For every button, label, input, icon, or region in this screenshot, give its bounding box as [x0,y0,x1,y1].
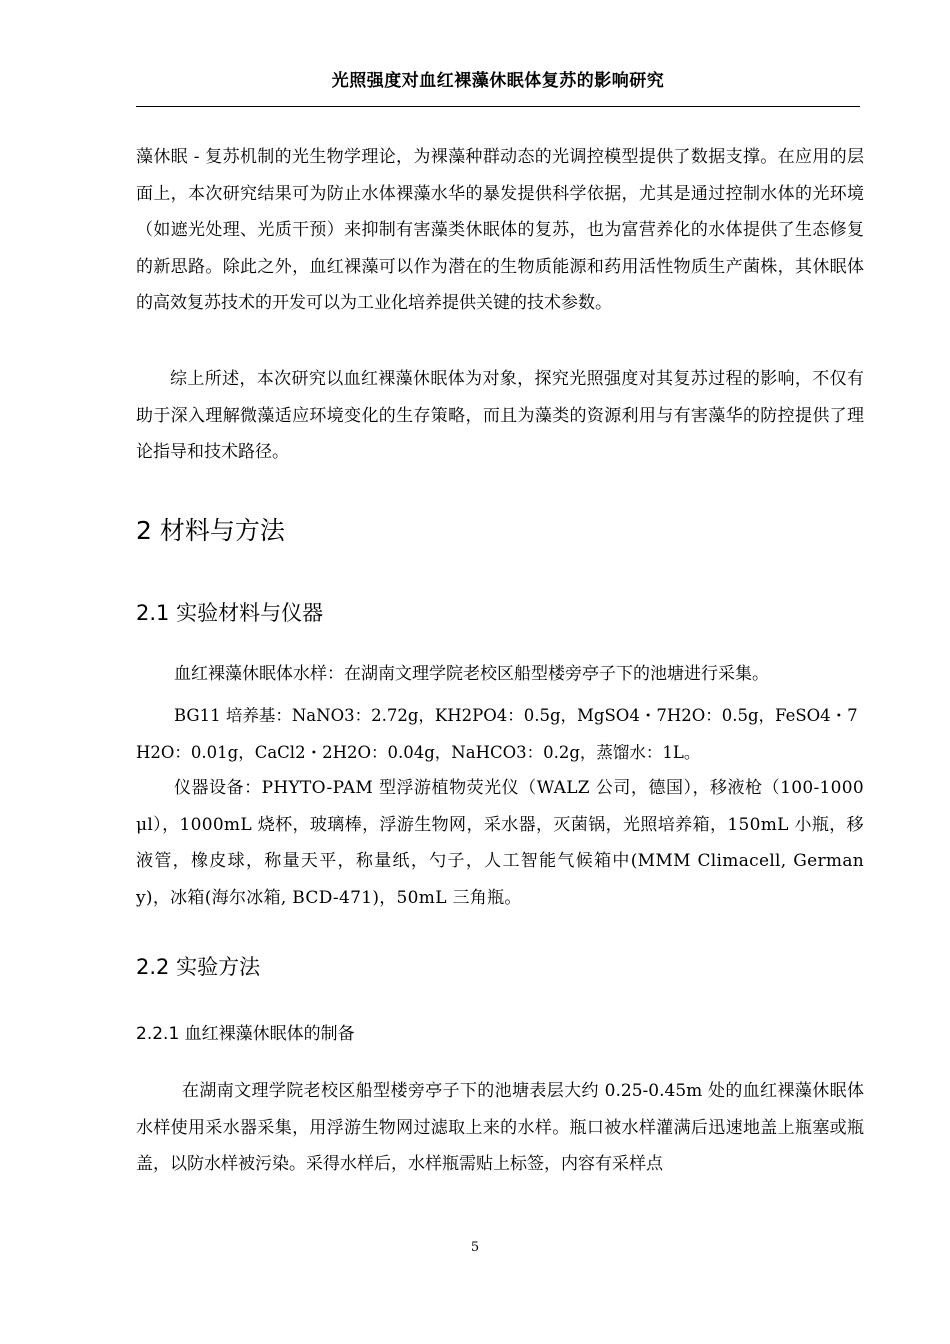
sample-description: 血红裸藻休眠体水样：在湖南文理学院老校区船型楼旁亭子下的池塘进行采集。 [174,664,769,684]
intro-paragraph-summary: 综上所述，本次研究以血红裸藻休眠体为对象，探究光照强度对其复苏过程的影响，不仅有助于深入理解微藻适应环境变化的生存策略，而且为藻类的资源利用与有害藻华的防控提供了理论指导和技术路径。 [136,369,864,462]
subsection-heading-methods: 2.2 实验方法 [136,955,261,979]
intro-paragraph-continued: 藻休眠 - 复苏机制的光生物学理论，为裸藻种群动态的光调控模型提供了数据支撑。在应用的层面上，本次研究结果可为防止水体裸藻水华的暴发提供科学依据，尤其是通过控制水体的光环境（如遮光处理、光质干预）来抑制有害藻类休眠体的复苏，也为富营养化的水体提供了生态修复的新思路。除此之外，血红裸藻可以作为潜在的生物质能源和药用活性物质生产菌株，其休眠体的高效复苏技术的开发可以为工业化培养提供关键的技术参数。 [136,147,864,313]
subsection-heading-materials: 2.1 实验材料与仪器 [136,601,324,625]
equipment-list: 仪器设备：PHYTO-PAM 型浮游植物荧光仪（WALZ 公司，德国），移液枪（100-1000μl），1000mL 烧杯，玻璃棒，浮游生物网，采水器，灭菌锅，光照培养箱，150mL 小瓶，移液管，橡皮球，称量天平，称量纸，勺子，人工智能气候箱中(MMM Climacell, Germany)，冰箱(海尔冰箱, BCD-471)，50mL 三角瓶。 [136,778,864,908]
running-header-title: 光照强度对血红裸藻休眠体复苏的影响研究 [331,71,665,91]
preparation-paragraph: 在湖南文理学院老校区船型楼旁亭子下的池塘表层大约 0.25-0.45m 处的血红裸藻休眠体水样使用采水器采集，用浮游生物网过滤取上来的水样。瓶口被水样灌满后迅速地盖上瓶塞或瓶盖，以防水样被污染。采得水样后，水样瓶需贴上标签，内容有采样点 [136,1081,864,1174]
medium-composition: BG11 培养基：NaNO3：2.72g，KH2PO4：0.5g，MgSO4・7H2O：0.5g，FeSO4・7H2O：0.01g，CaCl2・2H2O：0.04g，NaHCO3：0.2g，蒸馏水：1L。 [136,706,858,762]
page-number: 5 [470,1240,480,1255]
header-divider [136,106,860,107]
subsubsection-heading-preparation: 2.2.1 血红裸藻休眠体的制备 [136,1024,355,1044]
section-heading-materials-methods: 2 材料与方法 [136,516,285,545]
